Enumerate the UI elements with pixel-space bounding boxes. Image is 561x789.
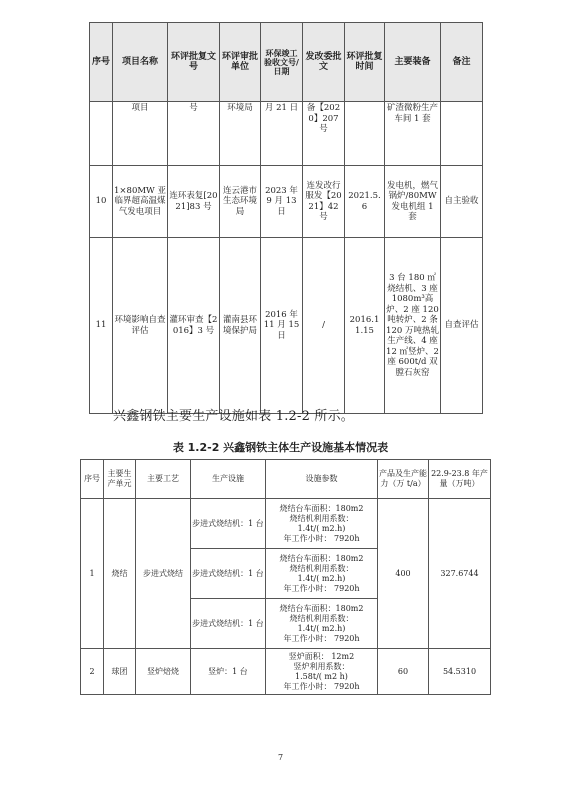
cell-ndrc: / (303, 238, 345, 414)
cell-capacity: 400 (378, 499, 429, 649)
cell-acceptance: 月 21 日 (261, 102, 303, 166)
cell-facility: 步进式烧结机：1 台 (191, 499, 266, 549)
param-line: 烧结台车面积：180m2 (279, 503, 364, 513)
header-no: 序号 (81, 460, 104, 499)
cell-no: 1 (81, 499, 104, 649)
table-row (90, 166, 483, 238)
header-output: 22.9-23.8 年产量（万吨） (429, 460, 491, 499)
header-eia-time: 环评批复时间 (345, 23, 385, 102)
cell-params (266, 499, 378, 549)
facilities-table-header (81, 460, 491, 499)
header-remark: 备注 (441, 23, 483, 102)
table-caption: 表 1.2-2 兴鑫钢铁主体生产设施基本情况表 (172, 441, 389, 454)
param-line: 竖炉利用系数： (293, 661, 350, 671)
table-row (90, 238, 483, 414)
header-ndrc: 发改委批文 (303, 23, 345, 102)
cell-eia-time: 2016.11.15 (345, 238, 385, 414)
cell-eia-unit: 灌南县环境保护局 (220, 238, 261, 414)
cell-no (90, 102, 113, 166)
param-line: 竖炉面积： 12m2 (288, 651, 355, 661)
param-line: 1.4t/( m2.h) (297, 523, 346, 533)
cell-no: 2 (81, 649, 104, 695)
project-table (89, 22, 483, 414)
param-line: 年工作小时： 7920h (283, 583, 360, 593)
header-equipment: 主要装备 (385, 23, 441, 102)
param-line: 烧结台车面积：180m2 (279, 553, 364, 563)
cell-unit: 球团 (104, 649, 136, 695)
cell-remark: 自查评估 (441, 238, 483, 414)
param-line: 1.4t/( m2.h) (297, 623, 346, 633)
cell-eia-doc: 灌环审查【2016】3 号 (168, 238, 220, 414)
param-line: 年工作小时： 7920h (283, 533, 360, 543)
cell-process: 步进式烧结 (136, 499, 191, 649)
cell-remark: 自主验收 (441, 166, 483, 238)
cell-facility: 竖炉：1 台 (191, 649, 266, 695)
cell-output: 54.5310 (429, 649, 491, 695)
cell-output: 327.6744 (429, 499, 491, 649)
cell-unit: 烧结 (104, 499, 136, 649)
header-acceptance: 环保竣工验收文号/日期 (261, 23, 303, 102)
cell-params (266, 649, 378, 695)
cell-ndrc: 备【2020】207 号 (303, 102, 345, 166)
cell-eia-time (345, 102, 385, 166)
header-no: 序号 (90, 23, 113, 102)
header-process: 主要工艺 (136, 460, 191, 499)
param-line: 年工作小时： 7920h (283, 681, 360, 691)
header-eia-doc: 环评批复文号 (168, 23, 220, 102)
param-line: 1.58t/( m2 h) (295, 671, 348, 681)
project-table-header (90, 23, 483, 102)
cell-eia-unit: 连云港市生态环境局 (220, 166, 261, 238)
header-eia-unit: 环评审批单位 (220, 23, 261, 102)
param-line: 烧结机利用系数： (289, 563, 354, 573)
param-line: 烧结台车面积：180m2 (279, 603, 364, 613)
param-line: 烧结机利用系数： (289, 513, 354, 523)
cell-eia-doc: 号 (168, 102, 220, 166)
cell-remark (441, 102, 483, 166)
cell-eia-time: 2021.5.6 (345, 166, 385, 238)
cell-facility: 步进式烧结机：1 台 (191, 599, 266, 649)
header-facility: 生产设施 (191, 460, 266, 499)
cell-name: 环境影响自查评估 (113, 238, 168, 414)
cell-params (266, 599, 378, 649)
cell-equipment: 3 台 180 ㎡烧结机、3 座 1080m³高炉、2 座 120 吨转炉、2 条 120 万吨热轧生产线、4 座 12 ㎡竖炉、2 座 600t/d 双膛石灰窑 (385, 238, 441, 414)
cell-equipment: 发电机，燃气锅炉/80MW 发电机组 1 套 (385, 166, 441, 238)
header-name: 项目名称 (113, 23, 168, 102)
cell-acceptance: 2016 年 11 月 15 日 (261, 238, 303, 414)
facilities-table (80, 459, 491, 695)
table-row (81, 499, 491, 549)
cell-equipment: 矿渣微粉生产车间 1 套 (385, 102, 441, 166)
cell-params (266, 549, 378, 599)
param-line: 年工作小时： 7920h (283, 633, 360, 643)
header-capacity: 产品及生产能力（万 t/a） (378, 460, 429, 499)
cell-name: 项目 (113, 102, 168, 166)
cell-capacity: 60 (378, 649, 429, 695)
page-number: 7 (277, 753, 284, 762)
cell-eia-unit: 环境局 (220, 102, 261, 166)
cell-facility: 步进式烧结机：1 台 (191, 549, 266, 599)
cell-process: 竖炉焙烧 (136, 649, 191, 695)
cell-acceptance: 2023 年 9 月 13 日 (261, 166, 303, 238)
header-unit: 主要生产单元 (104, 460, 136, 499)
table-row (90, 102, 483, 166)
param-line: 1.4t/( m2.h) (297, 573, 346, 583)
cell-no: 10 (90, 166, 113, 238)
param-line: 烧结机利用系数： (289, 613, 354, 623)
cell-ndrc: 连发改行服发【2021】42 号 (303, 166, 345, 238)
cell-name: 1×80MW 亚临界超高温煤气发电项目 (113, 166, 168, 238)
table-row (81, 649, 491, 695)
header-params: 设施参数 (266, 460, 378, 499)
body-paragraph: 兴鑫钢铁主要生产设施如表 1.2-2 所示。 (113, 409, 355, 424)
cell-eia-doc: 连环表复[2021]83 号 (168, 166, 220, 238)
cell-no: 11 (90, 238, 113, 414)
